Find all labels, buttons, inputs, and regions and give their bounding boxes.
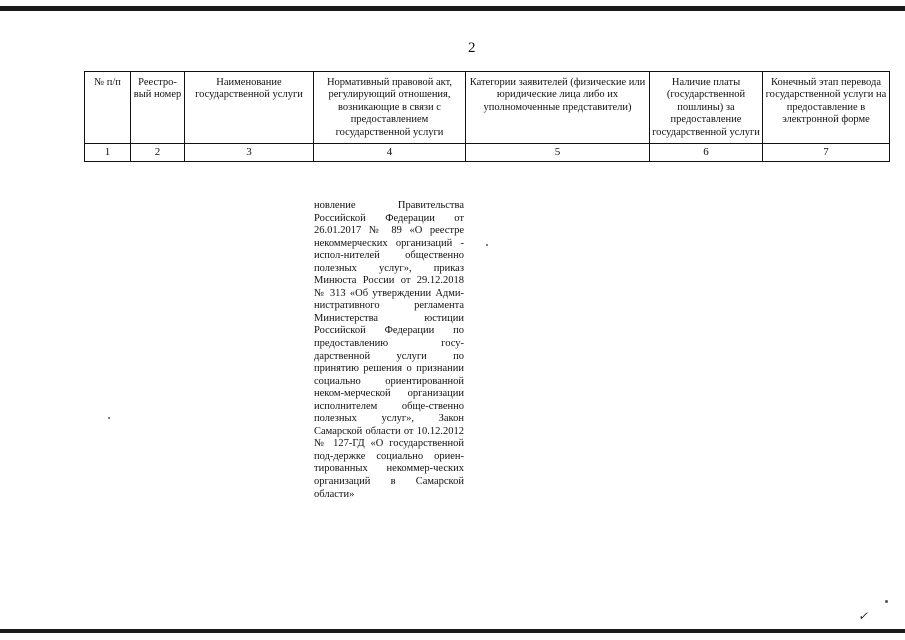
column-number-row [85,144,890,162]
column-number-5: 5 [466,144,650,162]
scan-speck [486,244,488,246]
column-number-7: 7 [763,144,890,162]
column-number-3: 3 [185,144,314,162]
legal-act-continuation-text: новление Правительства Российской Федерации от 26.01.2017 № 89 «О реестре некоммерческих организаций - испол-нителей общественно полезных услуг», приказ Минюста России от 29.12.2018 № 313 «Об утверждении Адми-нистративного регламента Министерства юстиции Российской Федерации по предоставлению госу-дарственной услуги по принятию решения о признании социально ориентированной неком-мерческой организации исполнителем обще-ственно полезных услуг», Закон Самарской области от 10.12.2012 № 127-ГД «О государственной под-держке социально ориен-тированных некоммер-ческих организаций в Самарской области» [314,200,464,500]
header-number: № п/п [85,72,131,144]
header-electronic-stage: Конечный этап перевода государственной услуги на предоставление в электронной форме [763,72,890,144]
column-number-4: 4 [314,144,466,162]
handwritten-mark: ✓ [858,609,869,623]
scan-speck [885,600,888,603]
scan-speck [108,417,110,419]
header-legal-act: Нормативный правовой акт, регулирующий отношения, возникающие в связи с предоставлением государственной услуги [314,72,466,144]
header-fee: Наличие платы (государственной пошлины) за предоставление государственной услуги [650,72,763,144]
column-number-6: 6 [650,144,763,162]
header-service-name: Наименование государственной услуги [185,72,314,144]
column-number-1: 1 [85,144,131,162]
header-applicant-categories: Категории заявителей (физические или юридические лица либо их уполномоченные представители) [466,72,650,144]
bottom-edge-rule [0,629,905,633]
top-edge-rule [0,6,905,11]
header-registry-number: Реестро-вый номер [131,72,185,144]
services-table [84,71,890,162]
column-number-2: 2 [131,144,185,162]
table-header-row [85,72,890,144]
page-number: 2 [468,40,476,56]
